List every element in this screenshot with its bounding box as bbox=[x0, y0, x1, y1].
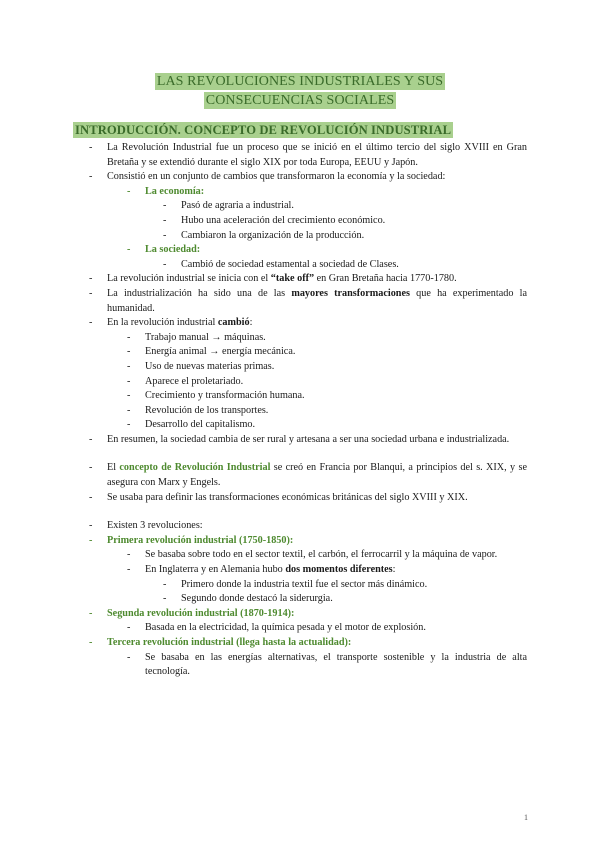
bullet-dash: - bbox=[163, 214, 167, 226]
paragraph-text: La industrialización ha sido una de las bbox=[107, 287, 292, 299]
list-item bbox=[0, 199, 600, 214]
bullet-dash: - bbox=[127, 390, 131, 402]
paragraph-text: en Gran Bretaña hacia 1770-1780. bbox=[314, 273, 457, 285]
list-item-text: Energía animal → energía mecánica. bbox=[145, 346, 296, 358]
list-item bbox=[0, 345, 600, 360]
list-item bbox=[0, 563, 600, 578]
document-body bbox=[0, 141, 600, 680]
spacer bbox=[0, 447, 600, 461]
list-item-text: Uso de nuevas materias primas. bbox=[145, 360, 275, 372]
paragraph-text: Existen 3 revoluciones: bbox=[107, 520, 203, 532]
list-item-text: Revolución de los transportes. bbox=[145, 404, 269, 416]
emphasis-text: mayores transformaciones bbox=[291, 287, 410, 299]
list-item-text: Pasó de agraria a industrial. bbox=[181, 200, 294, 212]
title-line-2: CONSECUENCIAS SOCIALES bbox=[205, 93, 395, 108]
list-item-text: Hubo una aceleración del crecimiento económico. bbox=[181, 214, 386, 226]
paragraph-text: En resumen, la sociedad cambia de ser rural y artesana a ser una sociedad urbana e industrializada. bbox=[107, 433, 510, 445]
list-item-text: Primero donde la industria textil fue el sector más dinámico. bbox=[181, 578, 428, 590]
list-item bbox=[0, 316, 600, 331]
list-item-text: Crecimiento y transformación humana. bbox=[145, 390, 305, 402]
paragraph-text: En la revolución industrial bbox=[107, 317, 218, 329]
list-item-text: Cambió de sociedad estamental a sociedad de Clases. bbox=[181, 258, 399, 270]
list-item bbox=[0, 621, 600, 636]
bullet-dash: - bbox=[127, 419, 131, 431]
section-heading: INTRODUCCIÓN. CONCEPTO DE REVOLUCIÓN INDUSTRIAL bbox=[75, 123, 452, 137]
highlight-term: concepto de Revolución Industrial bbox=[119, 462, 271, 474]
bullet-dash: - bbox=[127, 244, 131, 256]
list-item bbox=[0, 418, 600, 433]
paragraph-text: Consistió en un conjunto de cambios que transformaron la economía y la sociedad: bbox=[107, 171, 446, 183]
list-item bbox=[0, 651, 600, 680]
bullet-dash: - bbox=[163, 258, 167, 270]
subheading-rev1: Primera revolución industrial (1750-1850): bbox=[107, 534, 294, 546]
title-line-1: LAS REVOLUCIONES INDUSTRIALES Y SUS bbox=[156, 74, 444, 89]
bullet-dash: - bbox=[89, 171, 93, 183]
list-item bbox=[0, 258, 600, 273]
list-item bbox=[0, 578, 600, 593]
page-number: 1 bbox=[524, 813, 528, 822]
list-item bbox=[0, 360, 600, 375]
list-item bbox=[0, 287, 600, 316]
bullet-dash: - bbox=[163, 229, 167, 241]
bullet-dash: - bbox=[89, 142, 93, 153]
bullet-dash: - bbox=[127, 549, 131, 561]
list-item-text: Basada en la electricidad, la química pesada y el motor de explosión. bbox=[145, 622, 426, 634]
bullet-dash: - bbox=[127, 651, 131, 663]
emphasis-text: dos momentos diferentes bbox=[285, 564, 393, 576]
list-item bbox=[0, 185, 600, 200]
bullet-dash: - bbox=[127, 331, 131, 343]
paragraph-text: La revolución industrial se inicia con el bbox=[107, 273, 271, 285]
list-item bbox=[0, 170, 600, 185]
bullet-dash: - bbox=[163, 593, 167, 605]
bullet-dash: - bbox=[89, 287, 93, 299]
list-item bbox=[0, 592, 600, 607]
list-item bbox=[0, 491, 600, 506]
list-item bbox=[0, 331, 600, 346]
list-item bbox=[0, 433, 600, 448]
list-item bbox=[0, 389, 600, 404]
list-item bbox=[0, 229, 600, 244]
list-item-text: Trabajo manual → máquinas. bbox=[145, 331, 266, 343]
list-item-text: Segundo donde destacó la siderurgia. bbox=[181, 593, 333, 605]
paragraph-text: : bbox=[249, 317, 253, 329]
bullet-dash: - bbox=[127, 564, 131, 576]
bullet-dash: - bbox=[89, 520, 93, 532]
list-item-text: Aparece el proletariado. bbox=[145, 375, 244, 387]
paragraph-text: El bbox=[107, 462, 120, 474]
bullet-dash: - bbox=[127, 375, 131, 387]
bullet-dash: - bbox=[127, 622, 131, 634]
list-item bbox=[0, 272, 600, 287]
bullet-dash: - bbox=[127, 185, 131, 197]
list-item bbox=[0, 534, 600, 549]
bullet-dash: - bbox=[89, 534, 93, 546]
list-item bbox=[0, 141, 600, 170]
bullet-dash: - bbox=[89, 491, 93, 503]
bullet-dash: - bbox=[127, 404, 131, 416]
list-item-text: Desarrollo del capitalismo. bbox=[145, 419, 256, 431]
emphasis-text: cambió bbox=[217, 317, 250, 329]
bullet-dash: - bbox=[89, 462, 93, 474]
bullet-dash: - bbox=[89, 273, 93, 285]
bullet-dash: - bbox=[89, 433, 93, 445]
list-item bbox=[0, 519, 600, 534]
bullet-dash: - bbox=[89, 317, 93, 329]
list-item-text: Cambiaron la organización de la producción. bbox=[181, 229, 365, 241]
bullet-dash: - bbox=[89, 607, 93, 619]
list-item bbox=[0, 404, 600, 419]
spacer bbox=[0, 505, 600, 519]
list-item bbox=[0, 461, 600, 490]
subheading-economia: La economía: bbox=[145, 185, 205, 197]
subheading-rev2: Segunda revolución industrial (1870-1914): bbox=[107, 607, 295, 619]
paragraph-text: La Revolución Industrial fue un proceso que se inició en el último tercio del siglo XVIII en Gran Bretaña y se extendió durante el siglo XIX por toda Europa, EEUU y Japón. bbox=[107, 142, 527, 168]
list-item-text: Se basaba en las energías alternativas, el transporte sostenible y la industria de alta tecnología. bbox=[145, 651, 527, 678]
bullet-dash: - bbox=[163, 578, 167, 590]
list-item bbox=[0, 636, 600, 651]
paragraph-text: se creó en Francia por Blanqui, a principios del s. XIX, y se asegura con Marx y Engels. bbox=[107, 462, 527, 489]
bullet-dash: - bbox=[127, 346, 131, 358]
document-title bbox=[0, 72, 600, 109]
bullet-dash: - bbox=[89, 637, 93, 648]
list-item bbox=[0, 243, 600, 258]
list-item-text: : bbox=[392, 564, 396, 576]
paragraph-text: Se usaba para definir las transformaciones económicas británicas del siglo XVIII y XIX. bbox=[107, 491, 468, 503]
list-item-text: Se basaba sobre todo en el sector textil, el carbón, el ferrocarril y la máquina de vapor. bbox=[145, 549, 498, 561]
list-item bbox=[0, 607, 600, 622]
list-item bbox=[0, 548, 600, 563]
paragraph-text: que ha experimentado la humanidad. bbox=[107, 287, 527, 314]
emphasis-text: “take off” bbox=[270, 273, 315, 285]
list-item bbox=[0, 375, 600, 390]
subheading-rev3: Tercera revolución industrial (llega hasta la actualidad): bbox=[107, 637, 352, 648]
subheading-sociedad: La sociedad: bbox=[145, 244, 201, 256]
list-item bbox=[0, 214, 600, 229]
list-item-text: En Inglaterra y en Alemania hubo bbox=[145, 564, 286, 576]
bullet-dash: - bbox=[127, 360, 131, 372]
bullet-dash: - bbox=[163, 200, 167, 212]
